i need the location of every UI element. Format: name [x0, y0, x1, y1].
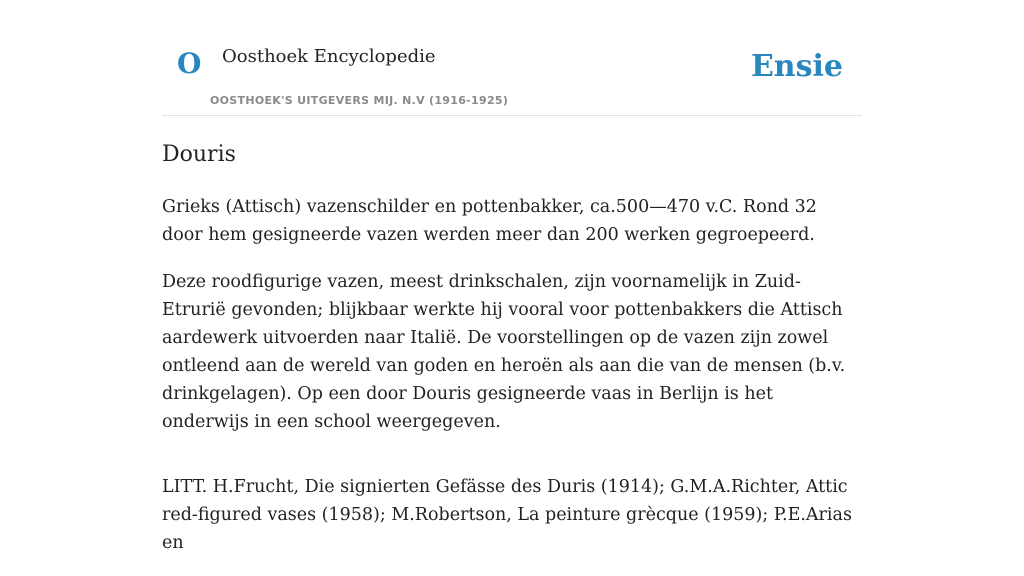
- article-paragraph: Deze roodfigurige vazen, meest drinkschalen, zijn voornamelijk in Zuid-Etrurië gevonden; blijkbaar werkte hij vooral voor pottenbakkers die Attisch aardewerk uitvoerden naar Italië. De voorstellingen op de vazen zijn zowel ontleend aan de wereld van goden en heroën als aan die van de mensen (b.v. drinkgelagen). Op een door Douris gesigneerde vaas in Berlijn is het onderwijs in een school weergegeven.: [162, 271, 846, 432]
- page: [162, 0, 862, 576]
- ensie-brand-link[interactable]: Ensie: [750, 49, 843, 84]
- logo-link[interactable]: O: [177, 47, 202, 80]
- publisher-subtitle: OOSTHOEK'S UITGEVERS MIJ. N.V (1916-1925): [210, 94, 509, 107]
- site-title-link[interactable]: Oosthoek Encyclopedie: [222, 46, 436, 67]
- article-title: Douris: [162, 142, 236, 167]
- literature-references: LITT. H.Frucht, Die signierten Gefässe des Duris (1914); G.M.A.Richter, Attic red-figured vases (1958); M.Robertson, La peinture grècque (1959); P.E.Arias en: [162, 476, 852, 553]
- article-body: [162, 193, 862, 557]
- article-paragraph: Grieks (Attisch) vazenschilder en pottenbakker, ca.500—470 v.C. Rond 32 door hem gesigneerde vazen werden meer dan 200 werken gegroepeerd.: [162, 196, 817, 245]
- site-header: [162, 0, 862, 116]
